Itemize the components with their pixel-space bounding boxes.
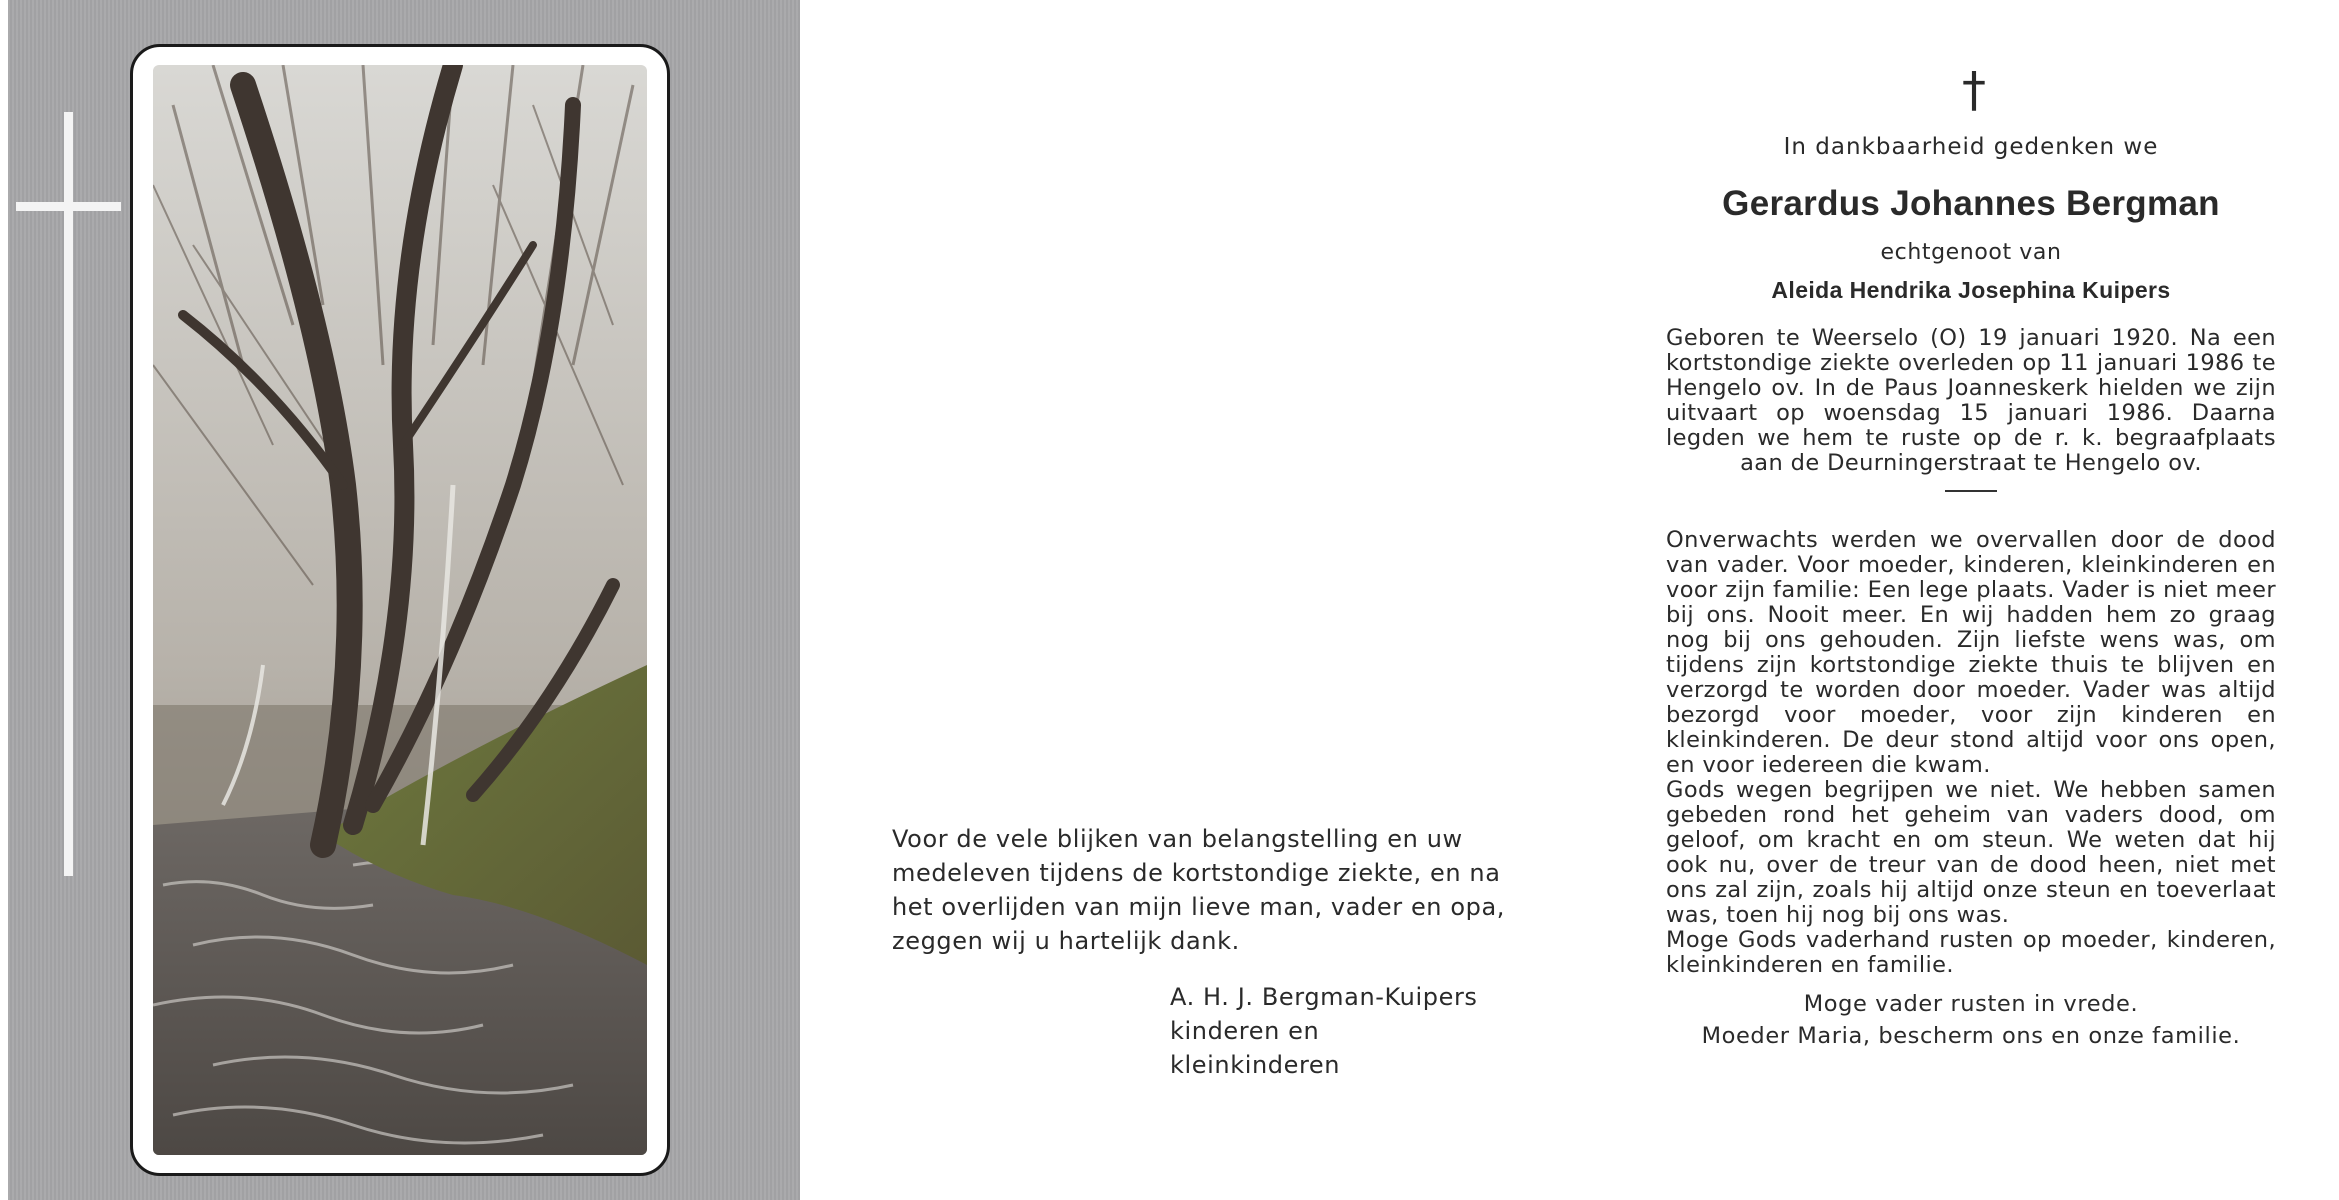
cross-icon-vertical [64,112,73,876]
dagger-icon: † [1962,62,1986,118]
memorial-paragraph-2: Gods wegen begrijpen we niet. We hebben samen gebeden rond het geheim van vaders dood, om geloof, om kracht en om steun. We weten dat hij ook nu, over de treur van de dood heen, niet met ons zal zijn, zoals hij altijd onze steun en toeverlaat was, toen hij nog bij ons was. [1666,777,2276,928]
spouse-label: echtgenoot van [1880,240,2062,265]
thanks-text: Voor de vele blijken van belangstelling en uw medeleven tijdens de kortstondige ziekte, en na het overlijden van mijn lieve man, vader en opa, zeggen wij u hartelijk dank. [892,825,1506,955]
signature-line-1: A. H. J. Bergman-Kuipers [1170,983,1478,1011]
signature-line-3: kleinkinderen [1170,1051,1341,1079]
photo-frame [130,44,670,1176]
river-trees-illustration [153,65,647,1155]
card-cover-panel [8,0,800,1200]
signature-block [1170,980,1478,1082]
river-photo [153,65,647,1155]
signature-line-2: kinderen en [1170,1017,1320,1045]
memorial-paragraph-1: Onverwachts werden we overvallen door de dood van vader. Voor moeder, kinderen, kleinkinderen en voor zijn familie: Een lege plaats. Vader is niet meer bij ons. Nooit meer. En wij hadden hem zo graag nog bij ons gehouden. Zijn liefste wens was, om tijdens zijn kortstondige ziekte thuis te blijven en verzorgd te worden door moeder. Vader was altijd bezorgd voor moeder, voor zijn kinderen en kleinkinderen. De deur stond altijd voor ons open, en voor iedereen die kwam. [1666,527,2276,778]
closing-line-2: Moeder Maria, bescherm ons en onze familie. [1701,1023,2241,1049]
memorial-text [1666,528,2276,978]
biography: Geboren te Weerselo (O) 19 januari 1920. Na een kortstondige ziekte overleden op 11 januari 1986 te Hengelo ov. In de Paus Joanneskerk hielden we zijn uitvaart op woensdag 15 januari 1986. Daarna legden we hem te ruste op de r. k. begraafplaats aan de Deurningerstraat te Hengelo ov. [1666,325,2276,476]
closing-prayers [1666,988,2276,1052]
thanks-message [892,822,1512,958]
cross-icon-horizontal [16,202,121,211]
memorial-paragraph-3: Moge Gods vaderhand rusten op moeder, kinderen, kleinkinderen en familie. [1666,927,2276,978]
divider [1945,490,1997,492]
memorial-panel [1666,60,2276,1052]
intro-line: In dankbaarheid gedenken we [1783,134,2159,160]
spouse-name: Aleida Hendrika Josephina Kuipers [1771,277,2171,303]
closing-line-1: Moge vader rusten in vrede. [1803,991,2139,1017]
deceased-name: Gerardus Johannes Bergman [1722,184,2220,223]
